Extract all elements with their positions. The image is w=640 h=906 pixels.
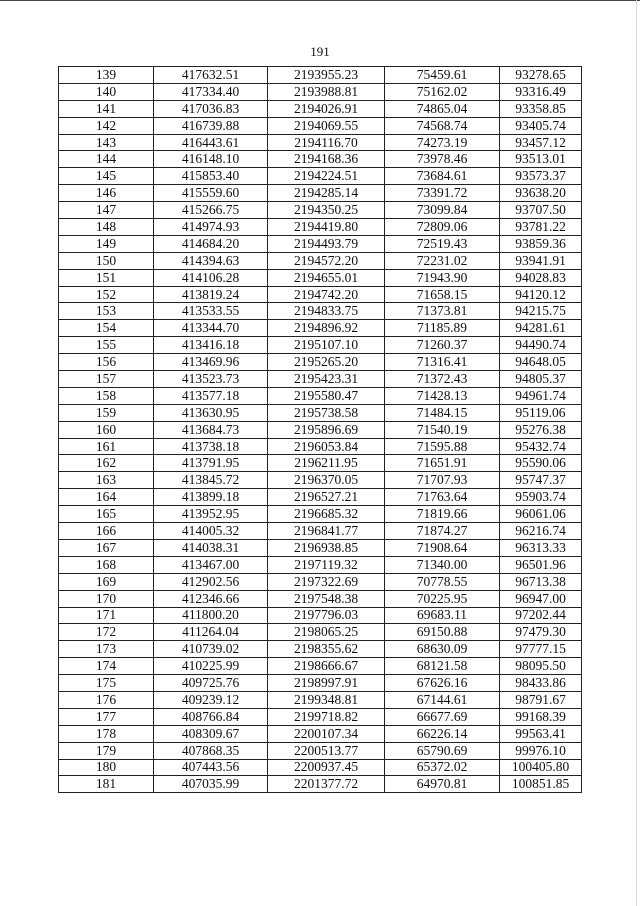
y-coordinate-cell: 2194419.80 — [268, 219, 385, 236]
table-row — [59, 573, 582, 590]
x-local-cell: 71874.27 — [385, 523, 500, 540]
table-row — [59, 67, 582, 84]
table-row — [59, 134, 582, 151]
point-number-cell: 181 — [59, 776, 154, 793]
table-row — [59, 168, 582, 185]
point-number-cell: 146 — [59, 185, 154, 202]
table-row — [59, 523, 582, 540]
point-number-cell: 160 — [59, 421, 154, 438]
y-local-cell: 97777.15 — [500, 641, 582, 658]
y-local-cell: 97479.30 — [500, 624, 582, 641]
y-coordinate-cell: 2196841.77 — [268, 523, 385, 540]
table-row — [59, 539, 582, 556]
x-coordinate-cell: 410225.99 — [154, 658, 268, 675]
point-number-cell: 180 — [59, 759, 154, 776]
point-number-cell: 147 — [59, 202, 154, 219]
x-local-cell: 68630.09 — [385, 641, 500, 658]
point-number-cell: 158 — [59, 387, 154, 404]
x-coordinate-cell: 417632.51 — [154, 67, 268, 84]
y-coordinate-cell: 2195265.20 — [268, 354, 385, 371]
x-coordinate-cell: 413738.18 — [154, 438, 268, 455]
table-row — [59, 202, 582, 219]
x-coordinate-cell: 407868.35 — [154, 742, 268, 759]
point-number-cell: 174 — [59, 658, 154, 675]
table-row — [59, 759, 582, 776]
x-coordinate-cell: 417334.40 — [154, 83, 268, 100]
x-coordinate-cell: 413344.70 — [154, 320, 268, 337]
y-coordinate-cell: 2194285.14 — [268, 185, 385, 202]
table-row — [59, 691, 582, 708]
y-local-cell: 96313.33 — [500, 539, 582, 556]
x-coordinate-cell: 415266.75 — [154, 202, 268, 219]
y-coordinate-cell: 2197796.03 — [268, 607, 385, 624]
x-coordinate-cell: 414394.63 — [154, 252, 268, 269]
x-local-cell: 66226.14 — [385, 725, 500, 742]
y-coordinate-cell: 2198997.91 — [268, 675, 385, 692]
x-local-cell: 73099.84 — [385, 202, 500, 219]
y-local-cell: 99563.41 — [500, 725, 582, 742]
x-coordinate-cell: 413630.95 — [154, 404, 268, 421]
y-coordinate-cell: 2194572.20 — [268, 252, 385, 269]
point-number-cell: 156 — [59, 354, 154, 371]
point-number-cell: 157 — [59, 371, 154, 388]
point-number-cell: 177 — [59, 708, 154, 725]
table-row — [59, 404, 582, 421]
x-coordinate-cell: 411800.20 — [154, 607, 268, 624]
y-local-cell: 99976.10 — [500, 742, 582, 759]
x-coordinate-cell: 409239.12 — [154, 691, 268, 708]
table-row — [59, 675, 582, 692]
y-coordinate-cell: 2196938.85 — [268, 539, 385, 556]
x-local-cell: 71484.15 — [385, 404, 500, 421]
y-coordinate-cell: 2197119.32 — [268, 556, 385, 573]
y-coordinate-cell: 2200937.45 — [268, 759, 385, 776]
y-local-cell: 93457.12 — [500, 134, 582, 151]
point-number-cell: 151 — [59, 269, 154, 286]
point-number-cell: 153 — [59, 303, 154, 320]
y-local-cell: 94215.75 — [500, 303, 582, 320]
table-row — [59, 371, 582, 388]
table-row — [59, 489, 582, 506]
table-row — [59, 472, 582, 489]
y-coordinate-cell: 2194026.91 — [268, 100, 385, 117]
table-row — [59, 354, 582, 371]
y-coordinate-cell: 2194168.36 — [268, 151, 385, 168]
point-number-cell: 145 — [59, 168, 154, 185]
x-local-cell: 71707.93 — [385, 472, 500, 489]
table-row — [59, 624, 582, 641]
y-local-cell: 94805.37 — [500, 371, 582, 388]
table-row — [59, 117, 582, 134]
point-number-cell: 150 — [59, 252, 154, 269]
y-local-cell: 96061.06 — [500, 506, 582, 523]
y-coordinate-cell: 2194116.70 — [268, 134, 385, 151]
table-row — [59, 286, 582, 303]
x-local-cell: 69150.88 — [385, 624, 500, 641]
table-row — [59, 151, 582, 168]
x-local-cell: 75459.61 — [385, 67, 500, 84]
y-coordinate-cell: 2198666.67 — [268, 658, 385, 675]
y-local-cell: 93278.65 — [500, 67, 582, 84]
y-coordinate-cell: 2196211.95 — [268, 455, 385, 472]
x-coordinate-cell: 413791.95 — [154, 455, 268, 472]
table-row — [59, 235, 582, 252]
table-row — [59, 506, 582, 523]
y-coordinate-cell: 2195896.69 — [268, 421, 385, 438]
table-row — [59, 83, 582, 100]
y-local-cell: 94490.74 — [500, 337, 582, 354]
point-number-cell: 140 — [59, 83, 154, 100]
point-number-cell: 179 — [59, 742, 154, 759]
y-coordinate-cell: 2194833.75 — [268, 303, 385, 320]
x-local-cell: 71372.43 — [385, 371, 500, 388]
x-local-cell: 73391.72 — [385, 185, 500, 202]
table-row — [59, 708, 582, 725]
point-number-cell: 154 — [59, 320, 154, 337]
table-row — [59, 658, 582, 675]
x-coordinate-cell: 413467.00 — [154, 556, 268, 573]
x-local-cell: 72809.06 — [385, 219, 500, 236]
y-local-cell: 95747.37 — [500, 472, 582, 489]
y-local-cell: 94961.74 — [500, 387, 582, 404]
point-number-cell: 172 — [59, 624, 154, 641]
x-coordinate-cell: 414005.32 — [154, 523, 268, 540]
point-number-cell: 166 — [59, 523, 154, 540]
top-scan-edge — [0, 0, 640, 1]
table-row — [59, 455, 582, 472]
x-local-cell: 65790.69 — [385, 742, 500, 759]
x-coordinate-cell: 413952.95 — [154, 506, 268, 523]
x-coordinate-cell: 413577.18 — [154, 387, 268, 404]
y-local-cell: 94648.05 — [500, 354, 582, 371]
point-number-cell: 169 — [59, 573, 154, 590]
point-number-cell: 170 — [59, 590, 154, 607]
x-local-cell: 71763.64 — [385, 489, 500, 506]
table-row — [59, 556, 582, 573]
y-coordinate-cell: 2200107.34 — [268, 725, 385, 742]
y-local-cell: 94028.83 — [500, 269, 582, 286]
y-local-cell: 97202.44 — [500, 607, 582, 624]
y-local-cell: 95590.06 — [500, 455, 582, 472]
y-local-cell: 100851.85 — [500, 776, 582, 793]
point-number-cell: 144 — [59, 151, 154, 168]
y-local-cell: 93316.49 — [500, 83, 582, 100]
point-number-cell: 165 — [59, 506, 154, 523]
x-coordinate-cell: 414684.20 — [154, 235, 268, 252]
y-local-cell: 96713.38 — [500, 573, 582, 590]
y-local-cell: 98433.86 — [500, 675, 582, 692]
point-number-cell: 173 — [59, 641, 154, 658]
x-local-cell: 74568.74 — [385, 117, 500, 134]
table-row — [59, 219, 582, 236]
x-coordinate-cell: 416443.61 — [154, 134, 268, 151]
y-coordinate-cell: 2194069.55 — [268, 117, 385, 134]
x-local-cell: 71428.13 — [385, 387, 500, 404]
x-coordinate-cell: 409725.76 — [154, 675, 268, 692]
table-row — [59, 252, 582, 269]
point-number-cell: 178 — [59, 725, 154, 742]
table-row — [59, 185, 582, 202]
x-coordinate-cell: 408309.67 — [154, 725, 268, 742]
y-coordinate-cell: 2194224.51 — [268, 168, 385, 185]
y-coordinate-cell: 2194350.25 — [268, 202, 385, 219]
y-coordinate-cell: 2196685.32 — [268, 506, 385, 523]
y-local-cell: 99168.39 — [500, 708, 582, 725]
x-local-cell: 65372.02 — [385, 759, 500, 776]
x-coordinate-cell: 411264.04 — [154, 624, 268, 641]
y-local-cell: 93707.50 — [500, 202, 582, 219]
y-local-cell: 95432.74 — [500, 438, 582, 455]
y-local-cell: 100405.80 — [500, 759, 582, 776]
point-number-cell: 159 — [59, 404, 154, 421]
x-local-cell: 70225.95 — [385, 590, 500, 607]
y-local-cell: 96501.96 — [500, 556, 582, 573]
point-number-cell: 149 — [59, 235, 154, 252]
x-local-cell: 71595.88 — [385, 438, 500, 455]
table-row — [59, 607, 582, 624]
point-number-cell: 162 — [59, 455, 154, 472]
x-coordinate-cell: 416739.88 — [154, 117, 268, 134]
y-local-cell: 93513.01 — [500, 151, 582, 168]
x-local-cell: 71651.91 — [385, 455, 500, 472]
x-local-cell: 70778.55 — [385, 573, 500, 590]
table-row — [59, 269, 582, 286]
y-local-cell: 94120.12 — [500, 286, 582, 303]
y-local-cell: 93573.37 — [500, 168, 582, 185]
y-coordinate-cell: 2194742.20 — [268, 286, 385, 303]
table-row — [59, 387, 582, 404]
x-local-cell: 71185.89 — [385, 320, 500, 337]
point-number-cell: 148 — [59, 219, 154, 236]
table-row — [59, 337, 582, 354]
y-coordinate-cell: 2194896.92 — [268, 320, 385, 337]
x-coordinate-cell: 413899.18 — [154, 489, 268, 506]
y-local-cell: 98791.67 — [500, 691, 582, 708]
x-local-cell: 71340.00 — [385, 556, 500, 573]
x-coordinate-cell: 413416.18 — [154, 337, 268, 354]
x-local-cell: 74273.19 — [385, 134, 500, 151]
point-number-cell: 161 — [59, 438, 154, 455]
y-coordinate-cell: 2197322.69 — [268, 573, 385, 590]
x-coordinate-cell: 408766.84 — [154, 708, 268, 725]
x-local-cell: 71316.41 — [385, 354, 500, 371]
y-local-cell: 95903.74 — [500, 489, 582, 506]
coordinates-table-body — [59, 67, 582, 793]
x-local-cell: 64970.81 — [385, 776, 500, 793]
table-row — [59, 742, 582, 759]
table-row — [59, 320, 582, 337]
point-number-cell: 167 — [59, 539, 154, 556]
point-number-cell: 142 — [59, 117, 154, 134]
x-local-cell: 71819.66 — [385, 506, 500, 523]
y-coordinate-cell: 2201377.72 — [268, 776, 385, 793]
x-local-cell: 74865.04 — [385, 100, 500, 117]
y-coordinate-cell: 2196370.05 — [268, 472, 385, 489]
point-number-cell: 163 — [59, 472, 154, 489]
table-row — [59, 303, 582, 320]
x-local-cell: 75162.02 — [385, 83, 500, 100]
x-coordinate-cell: 407035.99 — [154, 776, 268, 793]
point-number-cell: 143 — [59, 134, 154, 151]
x-coordinate-cell: 414974.93 — [154, 219, 268, 236]
y-local-cell: 93358.85 — [500, 100, 582, 117]
x-local-cell: 73684.61 — [385, 168, 500, 185]
x-coordinate-cell: 413684.73 — [154, 421, 268, 438]
y-coordinate-cell: 2199348.81 — [268, 691, 385, 708]
point-number-cell: 155 — [59, 337, 154, 354]
y-coordinate-cell: 2198065.25 — [268, 624, 385, 641]
x-local-cell: 71540.19 — [385, 421, 500, 438]
x-coordinate-cell: 416148.10 — [154, 151, 268, 168]
y-coordinate-cell: 2197548.38 — [268, 590, 385, 607]
point-number-cell: 139 — [59, 67, 154, 84]
table-row — [59, 438, 582, 455]
y-coordinate-cell: 2195107.10 — [268, 337, 385, 354]
y-coordinate-cell: 2198355.62 — [268, 641, 385, 658]
table-row — [59, 641, 582, 658]
x-coordinate-cell: 412346.66 — [154, 590, 268, 607]
x-coordinate-cell: 412902.56 — [154, 573, 268, 590]
x-coordinate-cell: 414106.28 — [154, 269, 268, 286]
x-local-cell: 72231.02 — [385, 252, 500, 269]
x-coordinate-cell: 410739.02 — [154, 641, 268, 658]
table-row — [59, 100, 582, 117]
y-coordinate-cell: 2200513.77 — [268, 742, 385, 759]
table-row — [59, 421, 582, 438]
page-number: 191 — [310, 44, 330, 59]
y-local-cell: 94281.61 — [500, 320, 582, 337]
x-coordinate-cell: 415559.60 — [154, 185, 268, 202]
y-local-cell: 98095.50 — [500, 658, 582, 675]
y-coordinate-cell: 2193988.81 — [268, 83, 385, 100]
x-local-cell: 69683.11 — [385, 607, 500, 624]
y-local-cell: 95276.38 — [500, 421, 582, 438]
point-number-cell: 152 — [59, 286, 154, 303]
x-coordinate-cell: 413819.24 — [154, 286, 268, 303]
x-coordinate-cell: 413845.72 — [154, 472, 268, 489]
coordinates-table — [58, 66, 582, 793]
y-coordinate-cell: 2195738.58 — [268, 404, 385, 421]
y-coordinate-cell: 2194493.79 — [268, 235, 385, 252]
y-local-cell: 93405.74 — [500, 117, 582, 134]
y-coordinate-cell: 2194655.01 — [268, 269, 385, 286]
x-local-cell: 71943.90 — [385, 269, 500, 286]
x-local-cell: 68121.58 — [385, 658, 500, 675]
y-local-cell: 93941.91 — [500, 252, 582, 269]
x-local-cell: 67626.16 — [385, 675, 500, 692]
x-coordinate-cell: 413469.96 — [154, 354, 268, 371]
x-coordinate-cell: 413523.73 — [154, 371, 268, 388]
y-local-cell: 96216.74 — [500, 523, 582, 540]
x-local-cell: 71658.15 — [385, 286, 500, 303]
y-coordinate-cell: 2195423.31 — [268, 371, 385, 388]
x-local-cell: 73978.46 — [385, 151, 500, 168]
y-local-cell: 93638.20 — [500, 185, 582, 202]
y-coordinate-cell: 2196527.21 — [268, 489, 385, 506]
x-local-cell: 67144.61 — [385, 691, 500, 708]
table-row — [59, 590, 582, 607]
right-scan-edge — [636, 0, 637, 906]
x-local-cell: 72519.43 — [385, 235, 500, 252]
table-row — [59, 776, 582, 793]
x-local-cell: 66677.69 — [385, 708, 500, 725]
x-coordinate-cell: 415853.40 — [154, 168, 268, 185]
point-number-cell: 164 — [59, 489, 154, 506]
x-coordinate-cell: 414038.31 — [154, 539, 268, 556]
table-row — [59, 725, 582, 742]
y-local-cell: 95119.06 — [500, 404, 582, 421]
x-coordinate-cell: 407443.56 — [154, 759, 268, 776]
y-local-cell: 93781.22 — [500, 219, 582, 236]
x-local-cell: 71908.64 — [385, 539, 500, 556]
y-local-cell: 93859.36 — [500, 235, 582, 252]
y-coordinate-cell: 2199718.82 — [268, 708, 385, 725]
y-local-cell: 96947.00 — [500, 590, 582, 607]
point-number-cell: 175 — [59, 675, 154, 692]
x-coordinate-cell: 413533.55 — [154, 303, 268, 320]
y-coordinate-cell: 2193955.23 — [268, 67, 385, 84]
point-number-cell: 171 — [59, 607, 154, 624]
x-local-cell: 71373.81 — [385, 303, 500, 320]
point-number-cell: 141 — [59, 100, 154, 117]
y-coordinate-cell: 2196053.84 — [268, 438, 385, 455]
x-local-cell: 71260.37 — [385, 337, 500, 354]
point-number-cell: 176 — [59, 691, 154, 708]
x-coordinate-cell: 417036.83 — [154, 100, 268, 117]
y-coordinate-cell: 2195580.47 — [268, 387, 385, 404]
point-number-cell: 168 — [59, 556, 154, 573]
